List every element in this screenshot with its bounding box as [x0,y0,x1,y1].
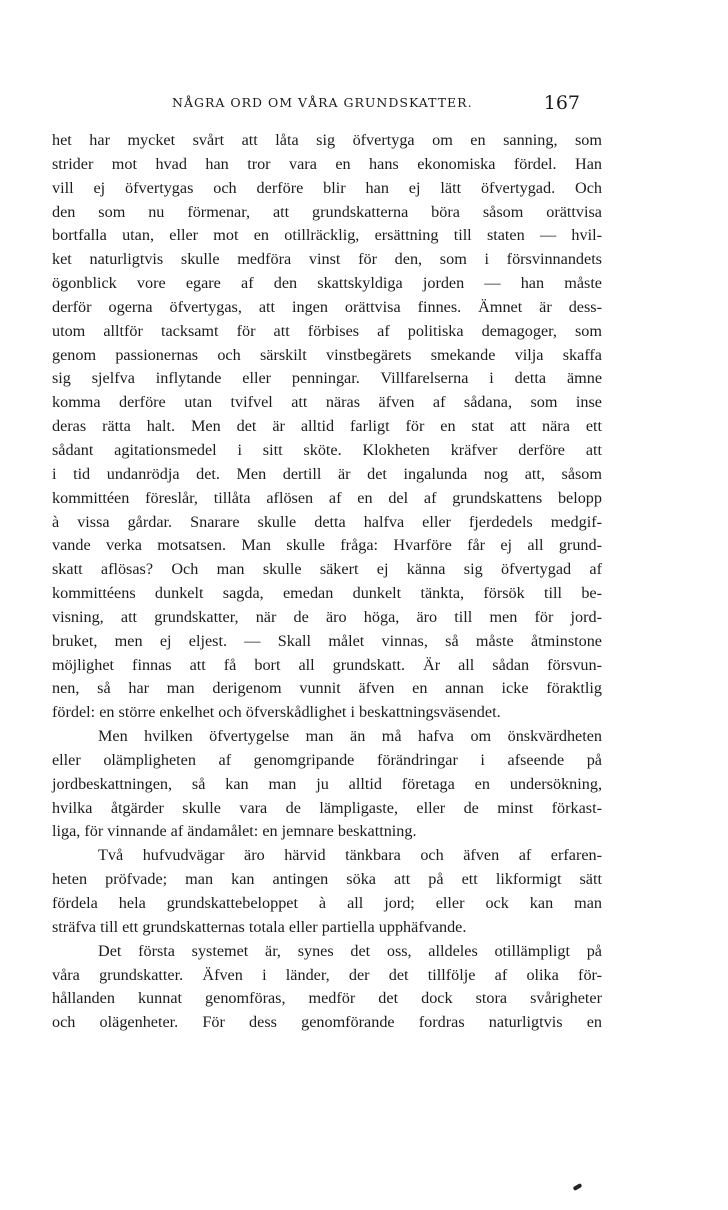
text-line: Två hufvudvägar äro härvid tänkbara och äfven af erfaren- [98,846,602,865]
text-line: den som nu förmenar, att grundskatterna böra såsom orättvisa [52,202,602,221]
text-line: strider mot hvad han tror vara en hans ekonomiska fördel. Han [52,154,602,173]
text-line: nen, så har man derigenom vunnit äfven en annan icke föraktlig [52,679,602,698]
text-line: het har mycket svårt att låta sig öfvertyga om en sanning, som [52,131,602,149]
text-line: möjlighet finnas att få bort all grundskatt. Är all sådan försvun- [52,655,602,674]
text-line: bruket, men ej eljest. — Skall målet vinnas, så måste åtminstone [52,631,602,650]
text-line: deras rätta halt. Men det är alltid farligt för en stat att nära ett [52,417,602,436]
text-line: ögonblick vore egare af den skattskyldiga jorden — han måste [52,274,602,293]
text-line: skatt aflösas? Och man skulle säkert ej känna sig öfvertygad af [52,560,602,579]
text-line: jordbeskattningen, så kan man ju alltid företaga en undersökning, [52,774,602,793]
text-line: vande verka motsatsen. Man skulle fråga: Hvarföre får ej all grund- [52,536,602,555]
text-line: liga, för vinnande af ändamålet: en jemnare beskattning. [52,822,417,841]
text-line: vill ej öfvertygas och derföre blir han ej lätt öfvertygad. Och [52,178,602,197]
ink-mark [573,1183,583,1191]
text-line: fördela hela grundskattebeloppet à all jord; eller ock kan man [52,894,602,912]
text-line: kommittéen föreslår, tillåta aflösen af en del af grundskattens belopp [52,488,602,507]
text-line: komma derföre utan tvifvel att näras äfven af sådana, som inse [52,393,602,412]
text-line: eller olämpligheten af genomgripande förändringar i afseende på [52,750,602,769]
text-line: genom passionernas och särskilt vinstbegärets smekande vilja skaffa [52,345,602,364]
body-text [52,129,602,1035]
text-line: heten pröfvade; man kan antingen söka att på ett likformigt sätt [52,870,602,889]
text-line: visning, att grundskatter, när de äro höga, äro till men för jord- [52,607,602,626]
text-line: kommittéens dunkelt sagda, emedan dunkelt tänkta, försök till be- [52,584,602,603]
text-line: sig sjelfva inflytande eller penningar. Villfarelserna i detta ämne [52,369,602,388]
text-line: à vissa gårdar. Snarare skulle detta halfva eller fjerdedels medgif- [52,512,602,531]
text-line: ket naturligtvis skulle medföra vinst för den, som i försvinnandets [52,250,602,269]
text-line: våra grundskatter. Äfven i länder, der det tillfölje af olika för- [52,965,602,984]
text-line: hållanden kunnat genomföras, medför det dock stora svårigheter [52,989,602,1008]
text-line: utom alltför tacksamt för att förbises af politiska demagoger, som [52,321,602,340]
page-header [52,92,580,114]
text-line: och olägenheter. För dess genomförande fordras naturligtvis en [52,1013,602,1032]
text-line: sådant agitationsmedel i sitt sköte. Klokheten kräfver derföre att [52,440,602,459]
text-line: derför ogerna öfvertygas, att ingen orättvisa finnes. Ämnet är dess- [52,297,602,316]
text-line: bortfalla utan, eller mot en otillräcklig, ersättning till staten — hvil- [52,226,602,245]
text-line: hvilka åtgärder skulle vara de lämpligaste, eller de minst förkast- [52,798,602,817]
text-line: Men hvilken öfvertygelse man än må hafva om önskvärdheten [98,727,602,746]
text-line: fördel: en större enkelhet och öfverskådlighet i beskattningsväsendet. [52,703,501,722]
page-number: 167 [543,92,580,114]
text-line: Det första systemet är, synes det oss, alldeles otillämpligt på [98,941,602,960]
running-title: NÅGRA ORD OM VÅRA GRUNDSKATTER. [172,95,473,110]
text-line: sträfva till ett grundskatternas totala eller partiella upphäfvande. [52,917,467,936]
text-line: i tid undanrödja det. Men dertill är det ingalunda nog att, såsom [52,464,602,483]
